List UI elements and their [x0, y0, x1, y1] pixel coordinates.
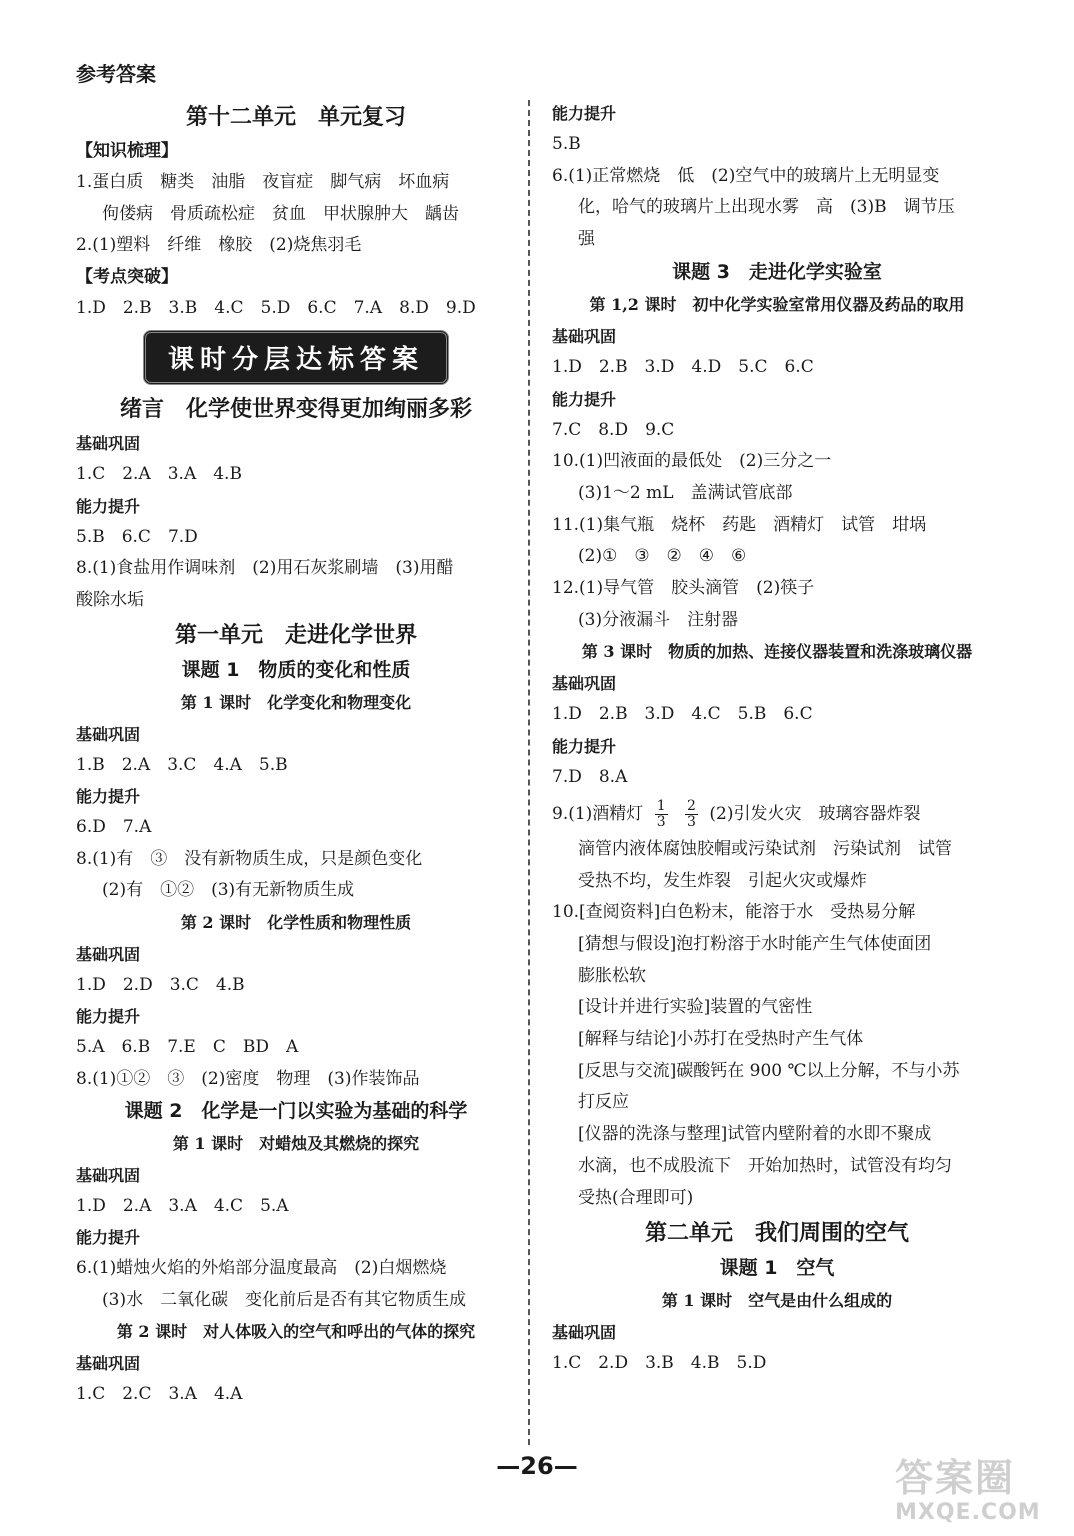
unit2-title: 第二单元 我们周围的空气 [644, 1221, 909, 1247]
lesson-title: 课题 3 走进化学实验室 [672, 260, 882, 283]
period-title: 第 1 课时 空气是由什么组成的 [661, 1291, 893, 1311]
answer-line: 打反应 [578, 1092, 629, 1113]
fraction-two-thirds [685, 799, 698, 830]
answer-line: 1.B 2.A 3.C 4.A 5.B [76, 755, 288, 776]
answer-line: 受热(合理即可) [578, 1187, 694, 1208]
answer-line: (2)有 ①② (3)有无新物质生成 [102, 880, 355, 901]
period-title: 第 2 课时 化学性质和物理性质 [180, 912, 412, 932]
section-label: 能力提升 [76, 787, 141, 807]
section-label: 基础巩固 [552, 1323, 617, 1343]
answer-line: 6.D 7.A [76, 817, 152, 838]
unit1-title: 第一单元 走进化学世界 [174, 623, 417, 649]
right-column [552, 98, 1002, 1380]
section-kaodian: 【考点突破】 [76, 266, 178, 287]
answer-line: 5.B [552, 134, 581, 154]
answer-line: 1.C 2.A 3.A 4.B [76, 464, 242, 485]
answer-line: 1.D 2.D 3.C 4.B [76, 974, 245, 995]
period-title: 第 3 课时 物质的加热、连接仪器装置和洗涤玻璃仪器 [581, 642, 973, 662]
answer-line: 化，哈气的玻璃片上出现水雾 高 (3)B 调节压 [578, 197, 955, 218]
section-label: 能力提升 [76, 1007, 141, 1027]
answer-line: [解释与结论]小苏打在受热时产生气体 [578, 1029, 864, 1050]
answer-line: 1.蛋白质 糖类 油脂 夜盲症 脚气病 坏血病 [76, 172, 450, 193]
answer-line: (3)1～2 mL 盖满试管底部 [578, 482, 793, 503]
section-label: 能力提升 [76, 1228, 141, 1248]
section-label: 基础巩固 [76, 434, 141, 454]
answer-line: 受热不均，发生炸裂 引起火灾或爆炸 [578, 870, 867, 891]
section-label: 能力提升 [552, 737, 617, 757]
lesson-title: 课题 2 化学是一门以实验为基础的科学 [124, 1099, 468, 1122]
section-zhishi: 【知识梳理】 [76, 141, 178, 161]
answer-line: (2)① ③ ② ④ ⑥ [578, 546, 747, 567]
answer-line: 11.(1)集气瓶 烧杯 药匙 酒精灯 试管 坩埚 [552, 514, 927, 535]
section-label: 基础巩固 [552, 326, 617, 346]
answer-line: 酸除水垢 [76, 589, 144, 610]
page-header: 参考答案 [76, 62, 156, 86]
xuyan-title: 绪言 化学使世界变得更加绚丽多彩 [119, 397, 472, 423]
fraction-one-third [655, 799, 668, 830]
left-column [76, 98, 516, 1411]
answer-line: 膨胀松软 [578, 965, 646, 986]
period-title: 第 2 课时 对人体吸入的空气和呼出的气体的探究 [116, 1322, 476, 1342]
answer-line: 5.A 6.B 7.E C BD A [76, 1037, 299, 1058]
answer-line: 1.D 2.B 3.D 4.D 5.C 6.C [552, 356, 814, 377]
answer-line: 1.D 2.B 3.D 4.C 5.B 6.C [552, 704, 813, 725]
section-label: 基础巩固 [76, 1354, 141, 1374]
answer-line: (3)水 二氧化碳 变化前后是否有其它物质生成 [102, 1289, 467, 1310]
answer-line: 滴管内液体腐蚀胶帽或污染试剂 污染试剂 试管 [578, 838, 952, 859]
watermark-url: MXQE.COM [895, 1500, 1041, 1525]
section-label: 基础巩固 [76, 944, 141, 964]
fraction-numerator: 1 [656, 797, 666, 814]
answer-line: [猜想与假设]泡打粉溶于水时能产生气体使面团 [578, 933, 932, 954]
section-label: 基础巩固 [76, 725, 141, 745]
answer-line: 1.C 2.C 3.A 4.A [76, 1384, 243, 1405]
lesson-title: 课题 1 物质的变化和性质 [181, 659, 411, 682]
section-label: 能力提升 [552, 104, 617, 123]
answer-line-fraction [552, 794, 1002, 834]
answer-line: (3)分液漏斗 注射器 [578, 609, 739, 630]
answer-line: 6.(1)蜡烛火焰的外焰部分温度最高 (2)白烟燃烧 [76, 1258, 447, 1279]
watermark-text: 答案圈 [895, 1456, 1016, 1500]
page-number: —26— [496, 1452, 578, 1480]
answer-line: 8.(1)有 ③ 没有新物质生成，只是颜色变化 [76, 848, 423, 869]
section-label: 能力提升 [76, 496, 141, 516]
column-divider [528, 100, 530, 1445]
answer-line: 水滴，也不成股流下 开始加热时，试管没有均匀 [578, 1155, 952, 1176]
section-label: 基础巩固 [76, 1165, 141, 1185]
answer-line: 7.D 8.A [552, 767, 628, 788]
answer-line: 2.(1)塑料 纤维 橡胶 (2)烧焦羽毛 [76, 235, 362, 256]
answer-line: [设计并进行实验]装置的气密性 [578, 997, 813, 1018]
unit12-title: 第十二单元 单元复习 [185, 105, 406, 130]
answer-line: 5.B 6.C 7.D [76, 526, 198, 547]
answer-line: [反思与交流]碳酸钙在 900 ℃以上分解，不与小苏 [578, 1060, 960, 1081]
fraction-numerator: 2 [687, 797, 696, 814]
section-label: 基础巩固 [552, 674, 617, 694]
period-title: 第 1 课时 化学变化和物理变化 [180, 693, 412, 713]
answer-line: 强 [578, 229, 595, 250]
watermark-logo [895, 1455, 1065, 1527]
answer-line: 1.D 2.A 3.A 4.C 5.A [76, 1195, 289, 1216]
answer-line: 1.D 2.B 3.B 4.C 5.D 6.C 7.A 8.D 9.D [76, 298, 476, 319]
answer-line: 10.(1)凹液面的最低处 (2)三分之一 [552, 451, 832, 472]
answer-line: 10.[查阅资料]白色粉末，能溶于水 受热易分解 [552, 902, 916, 923]
answer-text: (2)引发火灾 玻璃容器炸裂 [709, 803, 921, 824]
section-banner: 课时分层达标答案 [143, 330, 449, 385]
banner-container [76, 328, 516, 386]
fraction-denominator: 3 [656, 813, 666, 830]
answer-line: 8.(1)①② ③ (2)密度 物理 (3)作装饰品 [76, 1068, 420, 1089]
answer-line: 1.C 2.D 3.B 4.B 5.D [552, 1353, 767, 1374]
lesson-title: 课题 1 空气 [719, 1257, 835, 1280]
fraction-denominator: 3 [687, 813, 696, 830]
answer-line: 8.(1)食盐用作调味剂 (2)用石灰浆刷墙 (3)用醋 [76, 558, 454, 579]
answer-line: 佝偻病 骨质疏松症 贫血 甲状腺肿大 龋齿 [102, 203, 459, 224]
answer-line: 7.C 8.D 9.C [552, 419, 675, 440]
answer-line: 6.(1)正常燃烧 低 (2)空气中的玻璃片上无明显变 [552, 165, 940, 186]
section-label: 能力提升 [552, 389, 617, 409]
period-title: 第 1 课时 对蜡烛及其燃烧的探究 [172, 1133, 420, 1153]
answer-line: 12.(1)导气管 胶头滴管 (2)筷子 [552, 578, 815, 599]
period-title: 第 1,2 课时 初中化学实验室常用仪器及药品的取用 [589, 294, 965, 314]
answer-line: [仪器的洗涤与整理]试管内壁附着的水即不聚成 [578, 1124, 932, 1145]
answer-text: 9.(1)酒精灯 [552, 803, 644, 824]
